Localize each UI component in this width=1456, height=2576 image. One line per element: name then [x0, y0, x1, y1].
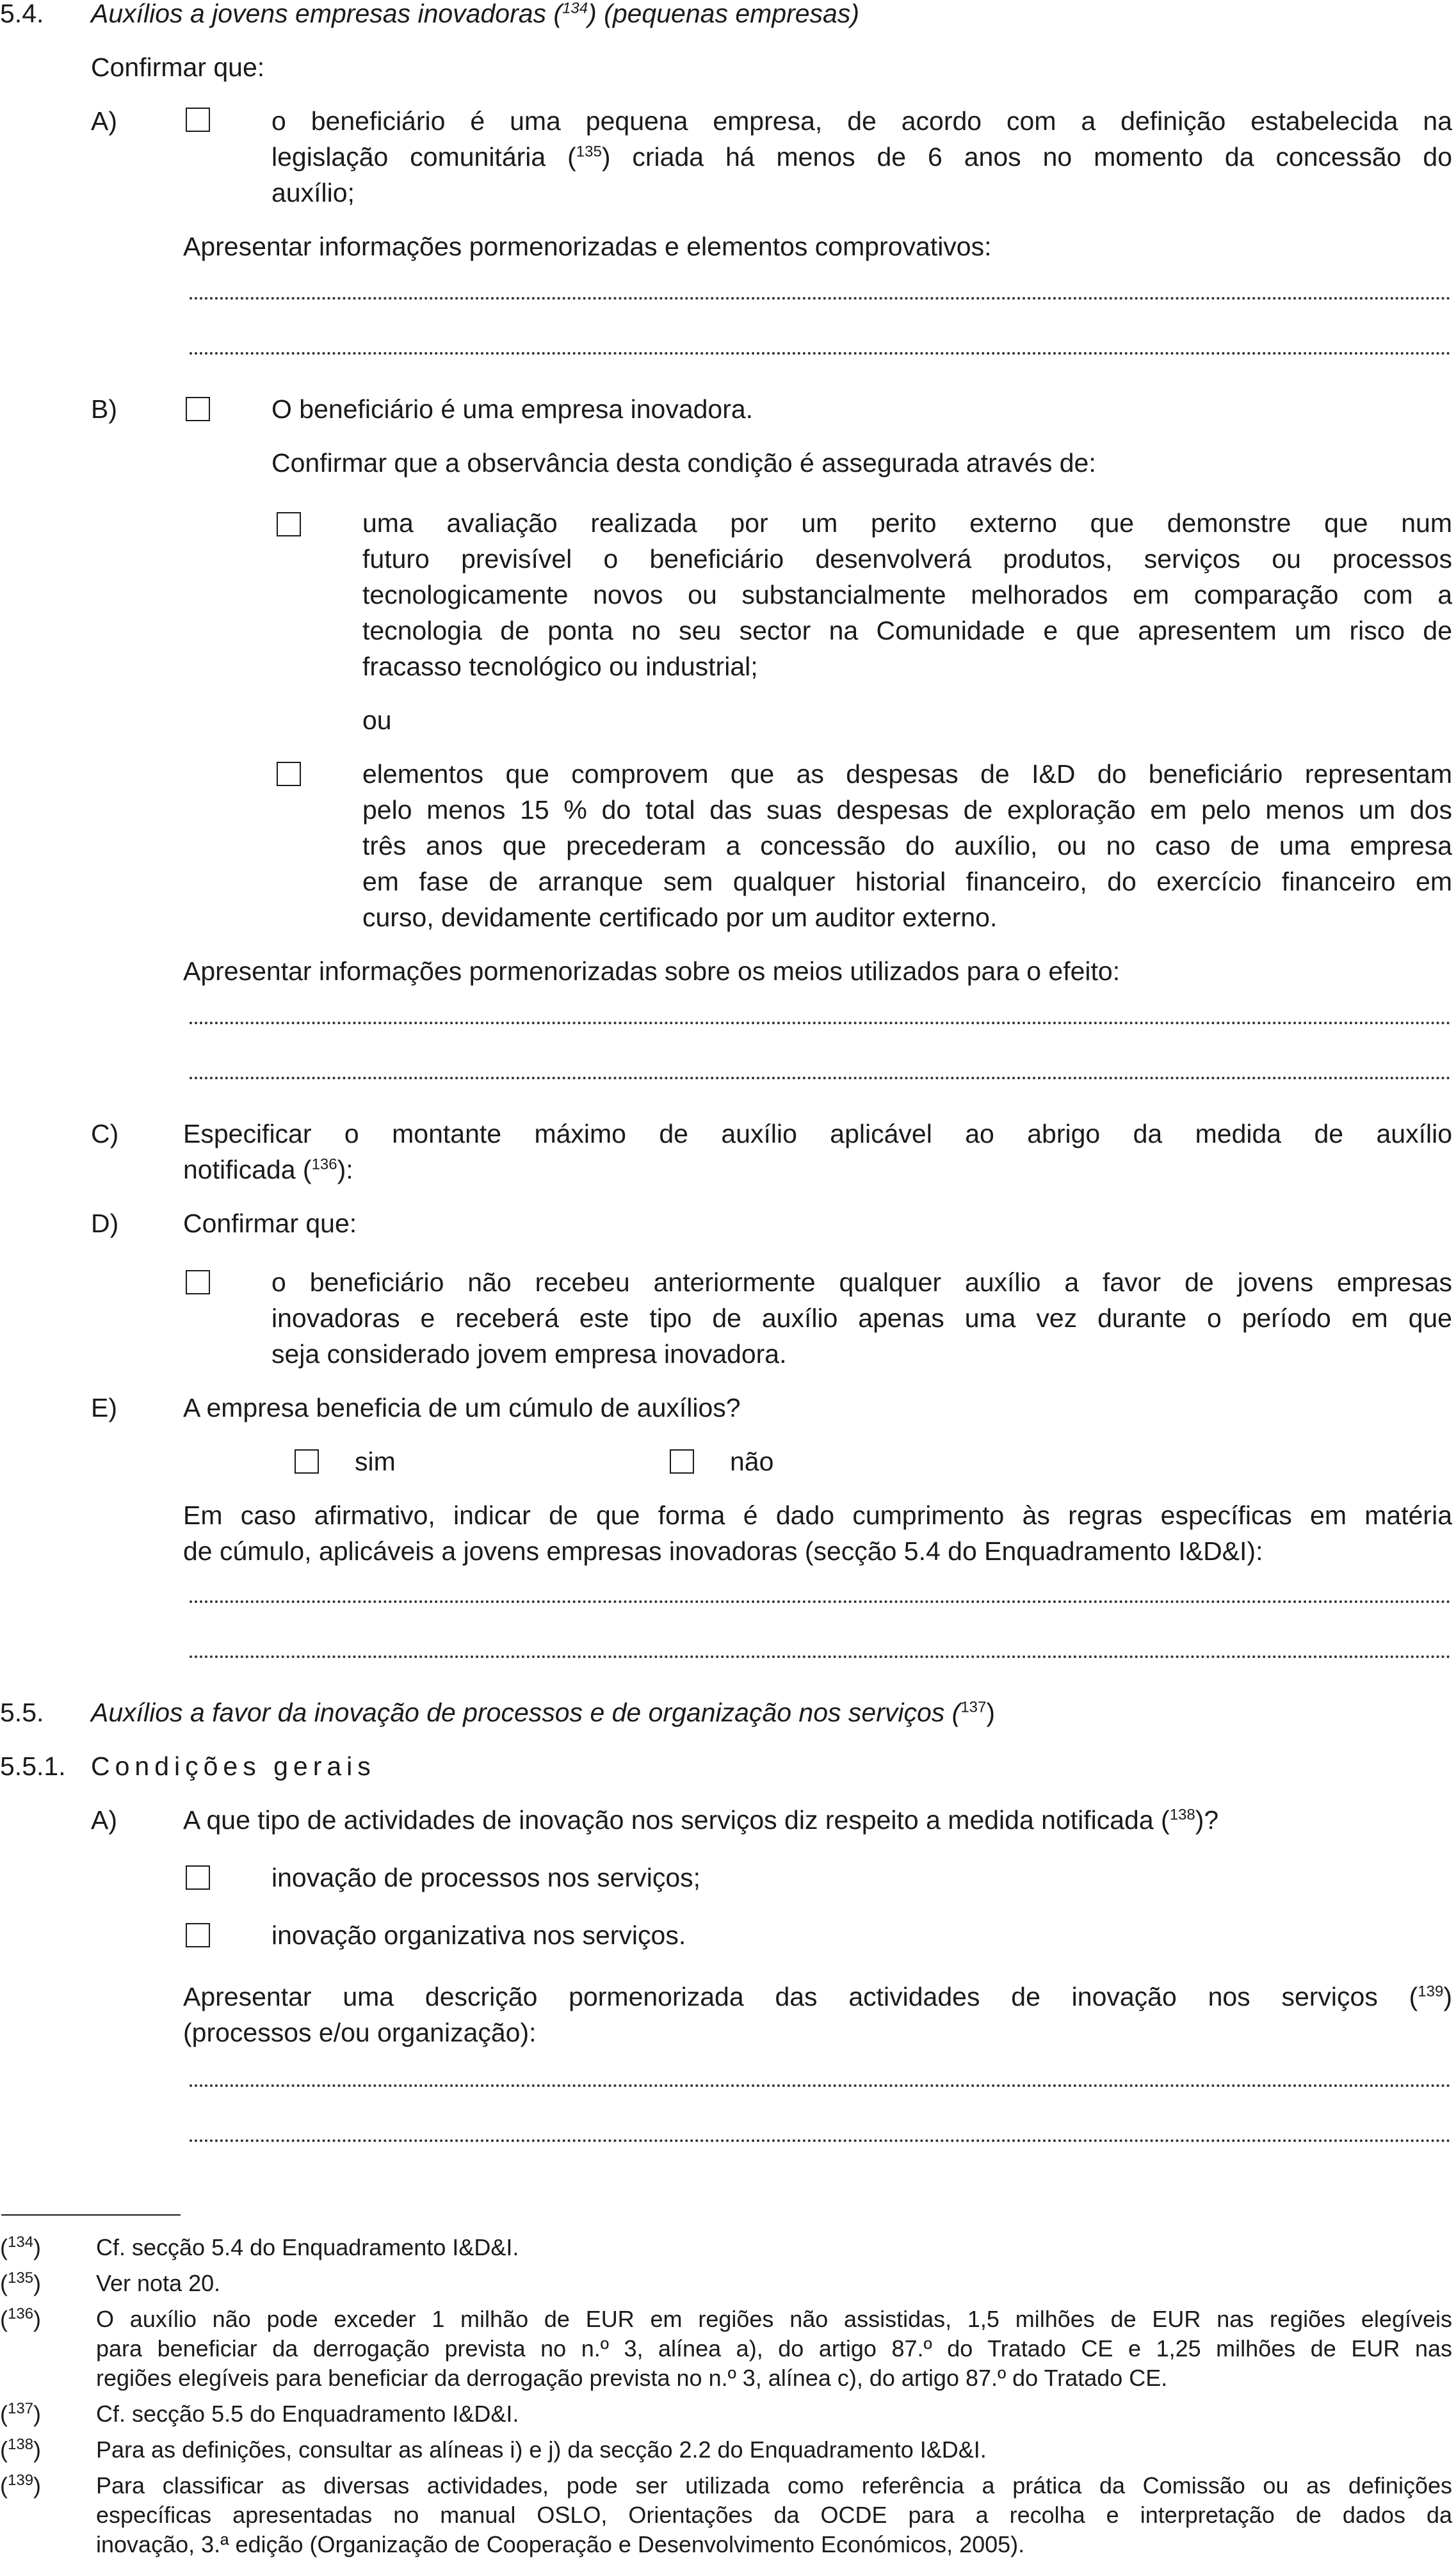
item-a-line: auxílio; — [271, 178, 355, 207]
answer-dotted-line[interactable] — [190, 346, 1451, 355]
item-letter-c: C) — [91, 1119, 119, 1148]
footnote-ref: 136 — [311, 1155, 337, 1173]
confirm-label: Confirmar que: — [91, 52, 265, 82]
answer-dotted-line[interactable] — [190, 1594, 1451, 1603]
item-e-line: de cúmulo, aplicáveis a jovens empresas inovadoras (secção 5.4 do Enquadramento I&D&I): — [183, 1536, 1263, 1566]
no-previous-aid-checkbox[interactable] — [186, 1270, 210, 1294]
option-line: tecnologicamente novos ou substancialmente melhorados em comparação com a — [362, 580, 1452, 609]
description-line: (processos e/ou organização): — [183, 2018, 537, 2047]
footnote-text: específicas apresentadas no manual OSLO, Orientações da OCDE para a recolha e interpretação de dados da — [96, 2502, 1452, 2528]
rd-expenses-checkbox[interactable] — [277, 762, 301, 786]
section-number: 5.4. — [0, 0, 44, 28]
organisational-innovation-checkbox[interactable] — [186, 1923, 210, 1947]
expert-evaluation-checkbox[interactable] — [277, 512, 301, 536]
section-title: Auxílios a favor da inovação de processos e de organização nos serviços ($^{137}$) — [91, 1698, 996, 1727]
footnote-text: Cf. secção 5.5 do Enquadramento I&D&I. — [96, 2401, 519, 2427]
footnote-ref: 135 — [576, 143, 602, 161]
footnote-text: regiões elegíveis para beneficiar da derrogação prevista no n.º 3, alínea c), do artigo 87.º do Tratado CE. — [96, 2365, 1168, 2391]
item-c-line: notificada ($^{136}$): — [183, 1155, 353, 1184]
item-b-text: O beneficiário é uma empresa inovadora. — [271, 394, 754, 424]
item-letter-a: A) — [91, 106, 117, 136]
option-line: curso, devidamente certificado por um auditor externo. — [362, 903, 998, 932]
option-line: pelo menos 15 % do total das suas despesas de exploração em pelo menos um dos — [362, 795, 1452, 825]
option-line: em fase de arranque sem qualquer historial financeiro, do exercício financeiro em — [362, 867, 1452, 896]
footnote-number: ($^{135}$) — [0, 2269, 42, 2296]
footnote-ref: 138 — [1169, 1806, 1195, 1824]
innovative-enterprise-checkbox[interactable] — [186, 397, 210, 421]
or-label: ou — [362, 705, 392, 735]
footnote-number: ($^{134}$) — [0, 2234, 42, 2260]
yes-checkbox[interactable] — [295, 1449, 319, 1474]
footnote-number: ($^{139}$) — [0, 2472, 42, 2499]
footnote-separator — [1, 2214, 181, 2216]
confirm-label: Confirmar que: — [183, 1209, 357, 1238]
yes-label: sim — [355, 1447, 396, 1476]
footnote-text: O auxílio não pode exceder 1 milhão de EUR em regiões não assistidas, 1,5 milhões de EUR nas regiões elegíveis — [96, 2306, 1452, 2332]
footnote-text: Para as definições, consultar as alíneas i) e j) da secção 2.2 do Enquadramento I&D&I. — [96, 2436, 987, 2463]
option-line: seja considerado jovem empresa inovadora. — [271, 1339, 787, 1369]
item-e-line: Em caso afirmativo, indicar de que forma é dado cumprimento às regras específicas em matéria — [183, 1501, 1452, 1530]
answer-dotted-line[interactable] — [190, 2133, 1451, 2142]
subsection-title: Condições gerais — [91, 1751, 376, 1781]
footnote-text: inovação, 3.ª edição (Organização de Cooperação e Desenvolvimento Económicos, 2005). — [96, 2531, 1025, 2557]
section-number: 5.5. — [0, 1698, 44, 1727]
option-line: tecnologia de ponta no seu sector na Comunidade e que apresentem um risco de — [362, 616, 1452, 645]
item-letter-e: E) — [91, 1393, 117, 1422]
details-label: Apresentar informações pormenorizadas e elementos comprovativos: — [183, 232, 992, 261]
answer-dotted-line[interactable] — [190, 1015, 1451, 1024]
footnote-ref: 139 — [1418, 1983, 1444, 2000]
footnote-number: ($^{137}$) — [0, 2400, 42, 2427]
option-line: inovadoras e receberá este tipo de auxílio apenas uma vez durante o período em que — [271, 1303, 1452, 1333]
option-line: o beneficiário não recebeu anteriormente qualquer auxílio a favor de jovens empresas — [271, 1268, 1452, 1297]
answer-dotted-line[interactable] — [190, 291, 1451, 300]
option-line: fracasso tecnológico ou industrial; — [362, 652, 758, 681]
footnote-text: Para classificar as diversas actividades, pode ser utilizada como referência a prática da Comissão ou as definições — [96, 2472, 1452, 2499]
innovation-question: A que tipo de actividades de inovação nos serviços diz respeito a medida notificada ($^{138}$)? — [183, 1805, 1219, 1835]
footnote-text: Ver nota 20. — [96, 2270, 221, 2296]
description-line: Apresentar uma descrição pormenorizada das actividades de inovação nos serviços ($^{139}$) — [183, 1982, 1452, 2011]
item-letter-b: B) — [91, 394, 117, 424]
cumulation-question: A empresa beneficia de um cúmulo de auxílios? — [183, 1393, 741, 1422]
option-line: uma avaliação realizada por um perito externo que demonstre que num — [362, 508, 1452, 538]
small-enterprise-checkbox[interactable] — [186, 108, 210, 132]
no-checkbox[interactable] — [670, 1449, 694, 1474]
no-label: não — [730, 1447, 774, 1476]
subsection-number: 5.5.1. — [0, 1751, 66, 1781]
item-letter-d: D) — [91, 1209, 119, 1238]
footnote-number: ($^{138}$) — [0, 2436, 42, 2463]
footnote-number: ($^{136}$) — [0, 2305, 42, 2332]
footnote-text: Cf. secção 5.4 do Enquadramento I&D&I. — [96, 2234, 519, 2260]
item-letter-a: A) — [91, 1805, 117, 1835]
item-b-confirm: Confirmar que a observância desta condição é assegurada através de: — [271, 448, 1096, 478]
item-a-line: legislação comunitária ($^{135}$) criada há menos de 6 anos no momento da concessão do — [271, 142, 1452, 172]
answer-dotted-line[interactable] — [190, 2078, 1451, 2087]
process-innovation-checkbox[interactable] — [186, 1865, 210, 1890]
option-label: inovação organizativa nos serviços. — [271, 1920, 686, 1950]
option-line: futuro previsível o beneficiário desenvolverá produtos, serviços ou processos — [362, 544, 1452, 574]
item-c-line: Especificar o montante máximo de auxílio aplicável ao abrigo da medida de auxílio — [183, 1119, 1452, 1148]
details-label: Apresentar informações pormenorizadas sobre os meios utilizados para o efeito: — [183, 956, 1120, 986]
footnote-ref: 134 — [562, 0, 588, 17]
item-a-line: o beneficiário é uma pequena empresa, de acordo com a definição estabelecida na — [271, 106, 1452, 136]
answer-dotted-line[interactable] — [190, 1070, 1451, 1079]
footnote-text: para beneficiar da derrogação prevista no n.º 3, alínea a), do artigo 87.º do Tratado CE e 1,25 milhões de EUR nas — [96, 2335, 1452, 2362]
section-title: Auxílios a jovens empresas inovadoras ($^{134}$) (pequenas empresas) — [91, 0, 859, 28]
option-label: inovação de processos nos serviços; — [271, 1863, 701, 1892]
option-line: três anos que precederam a concessão do auxílio, ou no caso de uma empresa — [362, 831, 1452, 860]
footnote-ref: 137 — [960, 1698, 987, 1716]
option-line: elementos que comprovem que as despesas de I&D do beneficiário representam — [362, 759, 1452, 789]
answer-dotted-line[interactable] — [190, 1649, 1451, 1658]
